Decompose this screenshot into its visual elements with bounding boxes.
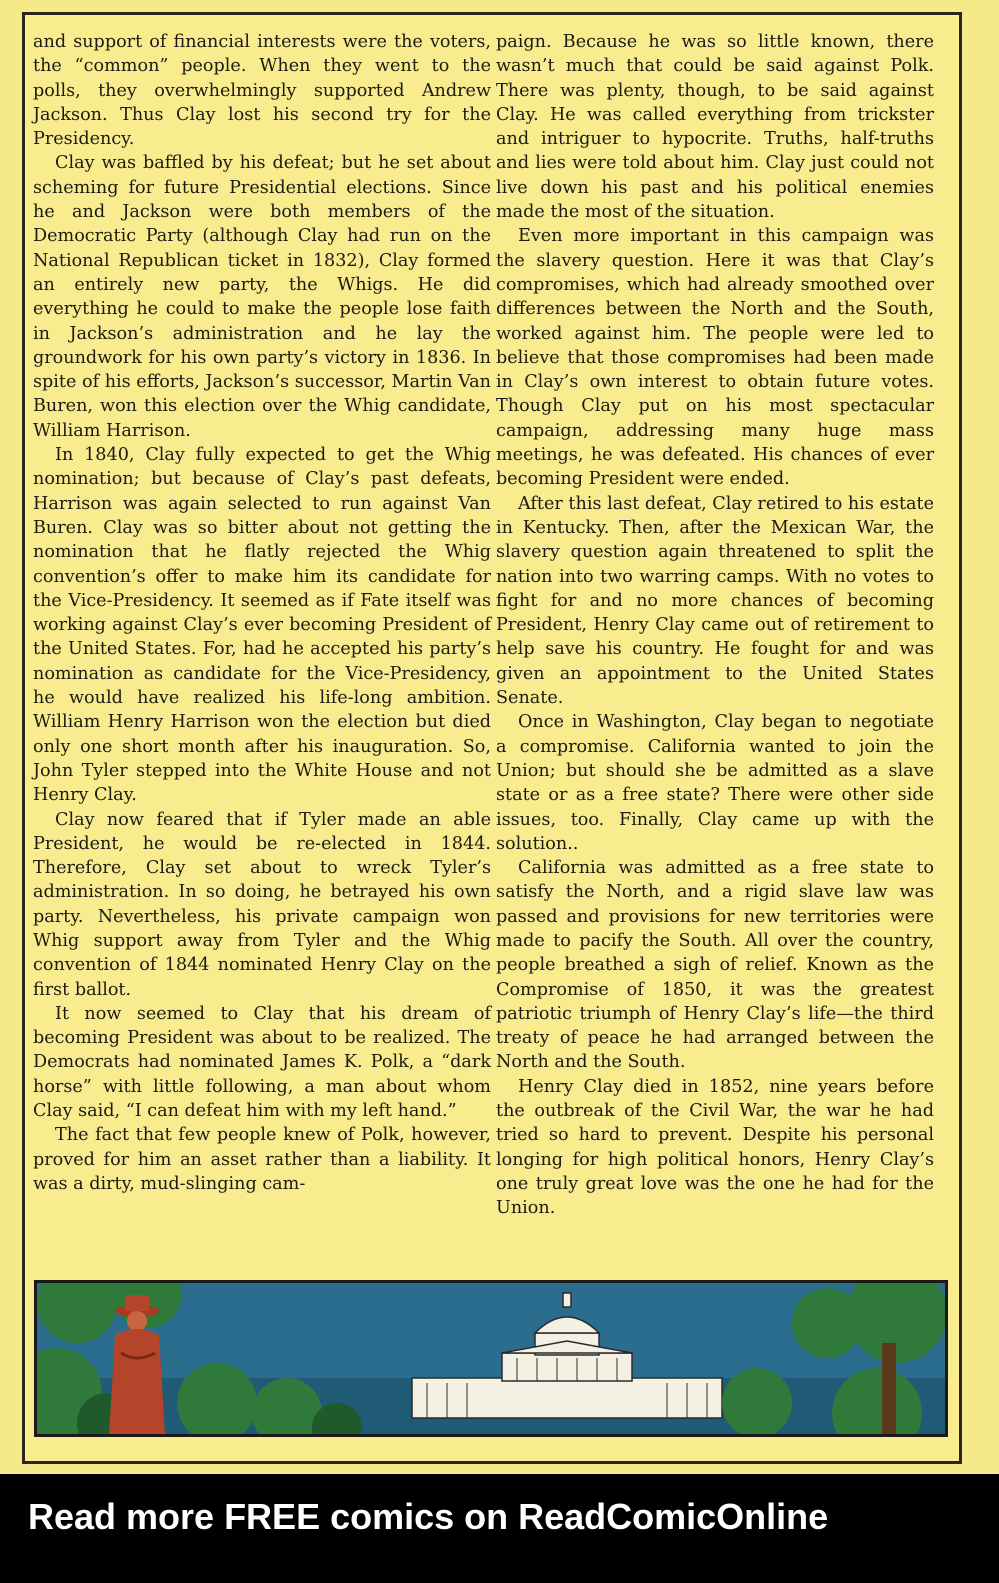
paragraph: paign. Because he was so little known, there wasn’t much that could be said against Polk. There was plenty, though, to be said against Clay. He was called everything from trickster and intriguer to hypocrite. Truths, half-truths and lies were told about him. Clay just could not live down his past and his political enemies made the most of the situation. [496,32,934,223]
article-left-column [33,30,491,1196]
paragraph: Clay now feared that if Tyler made an able President, he would be re-elected in 1844. Therefore, Clay set about to wreck Tyler’s administration. In so doing, he betrayed his own party. Nevertheless, his private campaign won Whig support away from Tyler and the Whig convention of 1844 nominated Henry Clay on the first ballot. [33,809,491,1000]
promo-banner[interactable] [0,1474,999,1583]
paragraph: It now seemed to Clay that his dream of becoming President was about to be realized. The Democrats had nominated James K. Polk, a “dark horse” with little following, a man about whom Clay said, “I can defeat him with my left hand.” [33,1003,491,1122]
article-right-column [496,30,934,1221]
promo-banner-text[interactable]: Read more FREE comics on ReadComicOnline [28,1496,829,1537]
paragraph: Once in Washington, Clay began to negotiate a compromise. California wanted to join the Union; but should she be admitted as a slave state or as a free state? There were other side issues, too. Finally, Clay came up with the solution.. [496,712,934,854]
capitol-illustration-panel [34,1280,948,1437]
paragraph: The fact that few people knew of Polk, however, proved for him an asset rather than a liability. It was a dirty, mud-slinging cam- [33,1125,491,1194]
paragraph: Clay was baffled by his defeat; but he set about scheming for future Presidential elections. Since he and Jackson were both members of the Democratic Party (although Clay had run on the National Republican ticket in 1832), Clay formed an entirely new party, the Whigs. He did everything he could to make the people lose faith in Jackson’s administration and he lay the groundwork for his own party’s victory in 1836. In spite of his efforts, Jackson’s successor, Martin Van Buren, won this election over the Whig candidate, William Harrison. [33,153,491,441]
paragraph: After this last defeat, Clay retired to his estate in Kentucky. Then, after the Mexican War, the slavery question again threatened to split the nation into two warring camps. With no votes to fight for and no more chances of becoming President, Henry Clay came out of retirement to help save his country. He fought for and was given an appointment to the United States Senate. [496,493,934,709]
capitol-scene-illustration [37,1283,945,1434]
paragraph: and support of financial interests were the voters, the “common” people. When they went to the polls, they overwhelmingly supported Andrew Jackson. Thus Clay lost his second try for the Presidency. [33,32,491,150]
paragraph: California was admitted as a free state to satisfy the North, and a rigid slave law was passed and provisions for new territories were made to pacify the South. All over the country, people breathed a sigh of relief. Known as the Compromise of 1850, it was the greatest patriotic triumph of Henry Clay’s life—the third treaty of peace he had arranged between the North and the South. [496,858,934,1073]
paragraph: Even more important in this campaign was the slavery question. Here it was that Clay’s compromises, which had already smoothed over differences between the North and the South, worked against him. The people were led to believe that those compromises had been made in Clay’s own interest to obtain future votes. Though Clay put on his most spectacular campaign, addressing many huge mass meetings, he was defeated. His chances of ever becoming President were ended. [496,226,934,490]
paragraph: Henry Clay died in 1852, nine years before the outbreak of the Civil War, the war he had tried so hard to prevent. Despite his personal longing for high political honors, Henry Clay’s one truly great love was the one he had for the Union. [496,1076,934,1219]
paragraph: In 1840, Clay fully expected to get the Whig nomination; but because of Clay’s past defeats, Harrison was again selected to run against Van Buren. Clay was so bitter about not getting the nomination that he flatly rejected the Whig convention’s offer to make him its candidate for the Vice-Presidency. It seemed as if Fate itself was working against Clay’s ever becoming President of the United States. For, had he accepted his party’s nomination as candidate for the Vice-Presidency, he would have realized his life-long ambition. William Henry Harrison won the election but died only one short month after his inauguration. So, John Tyler stepped into the White House and not Henry Clay. [33,445,491,806]
